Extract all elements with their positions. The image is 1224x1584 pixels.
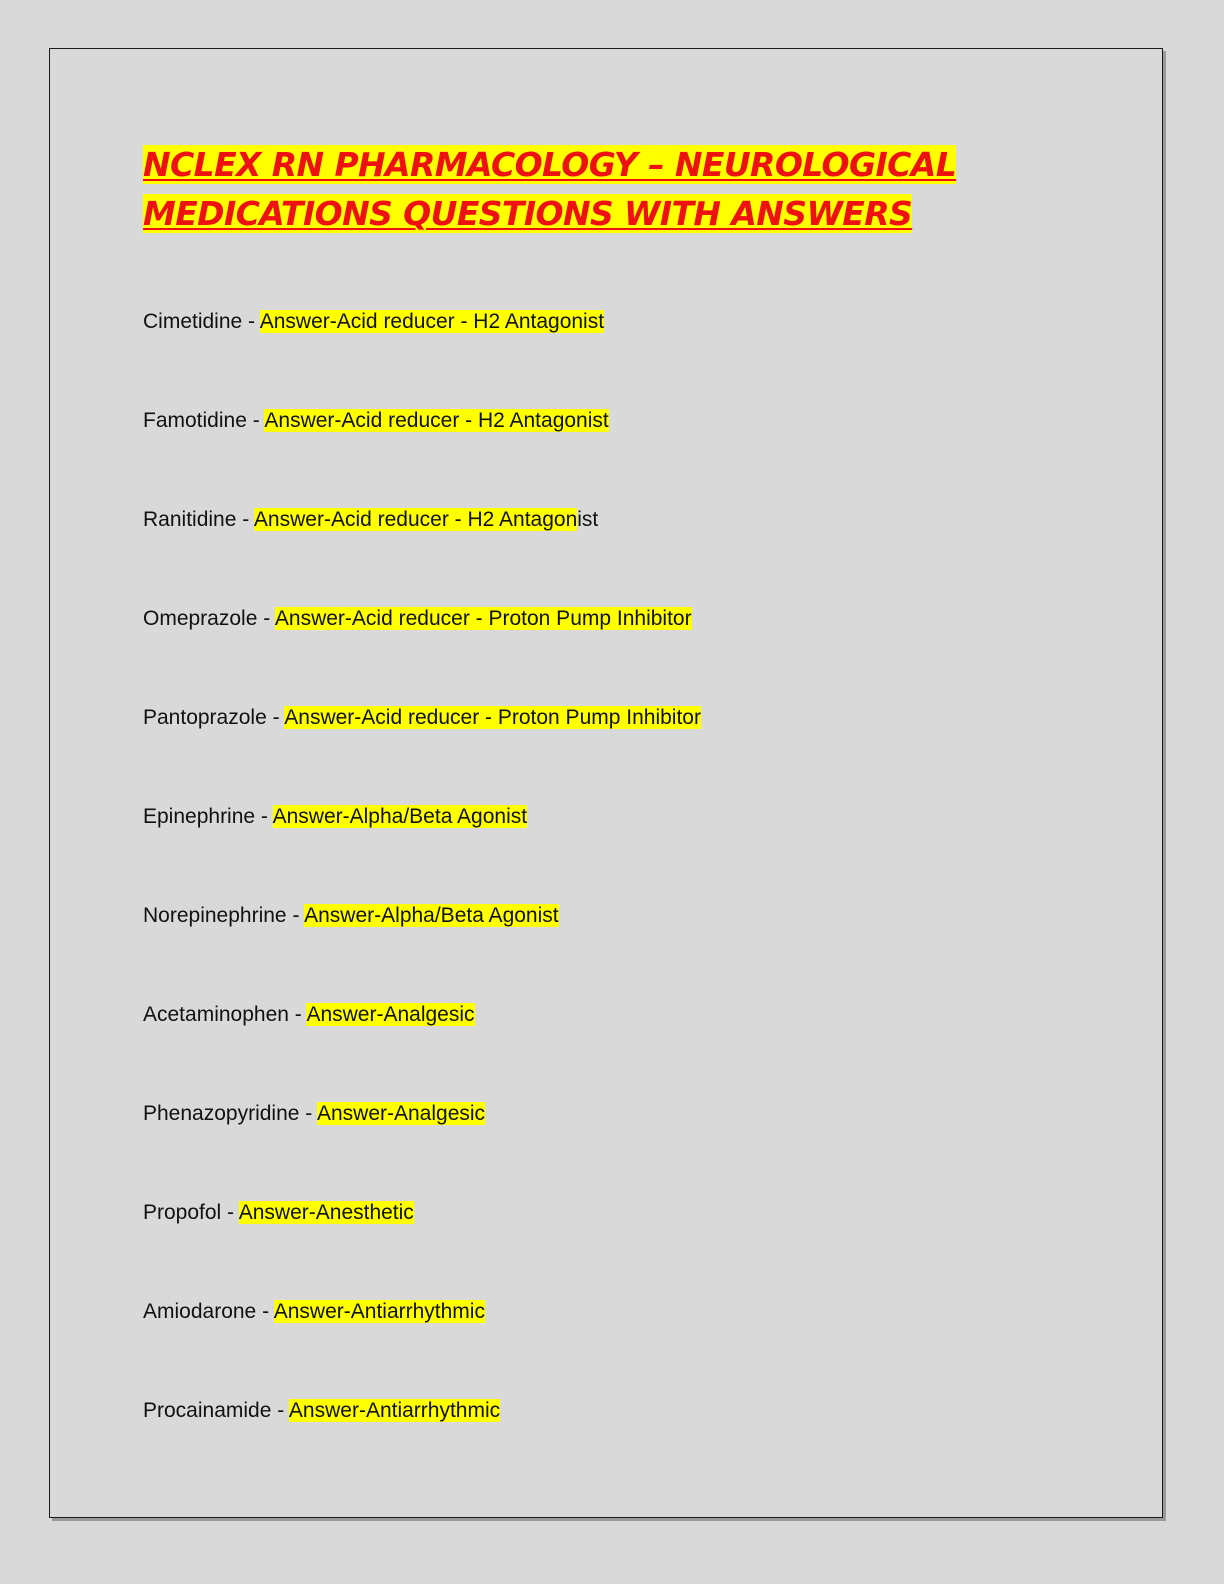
answer-highlight: Answer-Alpha/Beta Agonist — [304, 904, 559, 927]
list-item — [143, 1296, 701, 1395]
title-line-2: MEDICATIONS QUESTIONS WITH ANSWERS — [143, 194, 913, 233]
answer-highlight: Answer-Acid reducer - Proton Pump Inhibitor — [284, 706, 701, 729]
answer-highlight: Answer-Alpha/Beta Agonist — [272, 805, 528, 828]
answer-highlight: Answer-Acid reducer - H2 Antagonist — [264, 409, 609, 432]
drug-name: Famotidine — [143, 409, 247, 432]
separator: - — [256, 1300, 274, 1323]
list-item — [143, 1197, 701, 1296]
list-item — [143, 306, 701, 405]
drug-name: Propofol — [143, 1201, 222, 1224]
list-item — [143, 504, 701, 603]
list-item — [143, 405, 701, 504]
answer-highlight: Answer-Analgesic — [306, 1003, 475, 1026]
answer-highlight: Answer-Antiarrhythmic — [288, 1399, 501, 1422]
list-item — [143, 900, 701, 999]
drug-name: Omeprazole — [143, 607, 258, 630]
drug-name: Acetaminophen — [143, 1003, 289, 1026]
separator: - — [288, 1003, 307, 1026]
document-title — [143, 140, 956, 238]
drug-name: Pantoprazole — [143, 706, 267, 729]
separator: - — [266, 706, 285, 729]
list-item — [143, 603, 701, 702]
drug-name: Amiodarone — [143, 1300, 257, 1323]
drug-name: Norepinephrine — [143, 904, 287, 927]
separator: - — [271, 1399, 289, 1422]
drug-name: Ranitidine — [143, 508, 237, 531]
medication-list — [143, 306, 701, 1494]
answer-highlight: Answer-Analgesic — [316, 1102, 486, 1125]
separator: - — [242, 310, 260, 333]
list-item — [143, 999, 701, 1098]
separator: - — [236, 508, 254, 531]
drug-name: Cimetidine — [143, 310, 243, 333]
answer-highlight: Answer-Acid reducer - H2 Antagon — [253, 508, 578, 531]
list-item — [143, 1098, 701, 1197]
separator: - — [299, 1102, 317, 1125]
drug-name: Epinephrine — [143, 805, 256, 828]
answer-tail: ist — [577, 508, 599, 531]
separator: - — [257, 607, 275, 630]
drug-name: Procainamide — [143, 1399, 272, 1422]
answer-highlight: Answer-Antiarrhythmic — [273, 1300, 485, 1323]
drug-name: Phenazopyridine — [143, 1102, 300, 1125]
separator: - — [255, 805, 273, 828]
list-item — [143, 1395, 701, 1494]
separator: - — [221, 1201, 239, 1224]
separator: - — [286, 904, 305, 927]
list-item — [143, 702, 701, 801]
answer-highlight: Answer-Acid reducer - Proton Pump Inhibitor — [274, 607, 692, 630]
list-item — [143, 801, 701, 900]
separator: - — [246, 409, 265, 432]
answer-highlight: Answer-Anesthetic — [238, 1201, 414, 1224]
answer-highlight: Answer-Acid reducer - H2 Antagonist — [259, 310, 605, 333]
title-line-1: NCLEX RN PHARMACOLOGY – NEUROLOGICAL — [143, 145, 957, 184]
